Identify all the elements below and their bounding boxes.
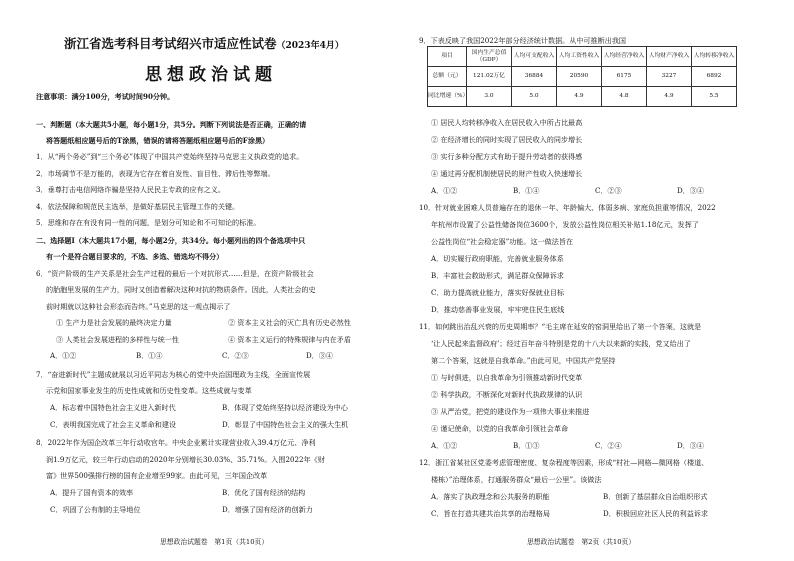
q11-option-c: C．②④ [595, 441, 622, 450]
judge-q4: 4．依法保障和规范民主选举，是做好基层民主管理工作的关键。 [36, 202, 240, 211]
table-cell: 36884 [512, 67, 557, 87]
q6-option-a: A．①② [50, 351, 77, 360]
q9-item1: ① 居民人均转移净收入在居民收入中所占比最高 [431, 118, 583, 127]
table-cell: 121.02万亿 [467, 67, 512, 87]
q9-stem: 9．下表反映了我国2022年部分经济统计数据。从中可推断出我国 [419, 36, 627, 45]
q11-option-a: A．①② [431, 441, 458, 450]
table-cell: 6175 [602, 67, 647, 87]
table-cell: 4.8 [602, 87, 647, 107]
table-cell: 5.5 [692, 87, 737, 107]
q12-option-c: C．旨在打造共建共治共享的治理格局 [431, 509, 550, 518]
q7-stem-line1: 7．“奋进新时代”主题成就展以习近平同志为核心的党中央治国理政为主线，全面宣传展 [36, 370, 311, 379]
table-header-row [428, 47, 737, 67]
table-row [428, 67, 737, 87]
q12-option-d: D．积极回应社区人民的利益诉求 [603, 509, 708, 518]
q11-stem-line3: 第二个答案，这就是自我革命。”由此可见，中国共产党坚持 [431, 356, 616, 365]
table-cell: 3.0 [467, 87, 512, 107]
q8-stem-line1: 8．2022年作为国企改革三年行动收官年。中央企业累计实现营业收入39.4万亿元、净利 [36, 438, 316, 447]
q7-option-c: C．表明我国完成了社会主义革命和建设 [50, 420, 177, 429]
table-cell: 同比增速（%） [428, 87, 467, 107]
q8-option-b: B．优化了国有经济的结构 [222, 488, 306, 497]
table-header-cell: 项目 [428, 47, 467, 67]
q10-option-a: A．切实履行政府职能，完善就业服务体系 [431, 254, 564, 263]
q10-option-c: C．助力提高就业能力，落实好保就业目标 [431, 288, 565, 297]
table-header-cell: 人均财产净收入 [647, 47, 692, 67]
q9-option-d: D．③④ [677, 186, 704, 195]
table-cell: 4.9 [557, 87, 602, 107]
q7-option-d: D．彰显了中国特色社会主义的强大生机 [222, 420, 349, 429]
exam-title-text: 浙江省选考科目考试绍兴市适应性试卷 [64, 36, 277, 51]
q8-option-a: A．提升了国有资本的效率 [50, 488, 134, 497]
section1-header-line1: 一、判断题（本大题共5小题，每小题1分，共5分。判断下列说法是否正确，正确的请 [36, 120, 307, 129]
q6-item4: ④ 资本主义运行的特殊规律与内在矛盾 [228, 335, 351, 344]
q9-item2: ② 在经济增长的同时实现了居民收入的同步增长 [431, 135, 583, 144]
q6-item2: ② 资本主义社会的灭亡具有历史必然性 [228, 318, 351, 327]
q6-item3: ③ 人类社会发展进程的多样性与统一性 [56, 335, 179, 344]
section1-header-line2: 将答题纸相应题号后的T涂黑，错误的请将答题纸相应题号后的F涂黑） [46, 136, 270, 145]
page-footer-left: 思想政治试题卷 第1页（共10页） [160, 538, 269, 546]
q11-item1: ① 与时俱进，以自我革命为引领推动新时代变革 [431, 373, 583, 382]
q6-option-d: D．③④ [306, 351, 333, 360]
q6-stem-line1: 6．“资产阶级的生产关系是社会生产过程的最后一个对抗形式……但是，在资产阶级社会 [36, 269, 314, 278]
table-header-cell: 国内生产总值（GDP） [467, 47, 512, 67]
economic-stats-table [427, 46, 737, 107]
q10-stem-line3: 公益性岗位“社会稳定器”功能。这一做法旨在 [431, 237, 574, 246]
q10-stem-line2: 年杭州市设置了公益性储备岗位3600个，发放公益性岗位相关补贴1.18亿元，发挥了 [431, 220, 699, 229]
q10-option-b: B．丰富社会救助形式，满足群众保障诉求 [431, 271, 564, 280]
q11-option-d: D．③④ [677, 441, 704, 450]
q11-stem-line1: 11．如何跳出治乱兴衰的历史周期率？“毛主席在延安的窑洞里给出了第一个答案，这就是 [419, 322, 702, 331]
q9-option-b: B．①④ [513, 186, 540, 195]
table-header-cell: 人均经营净收入 [602, 47, 647, 67]
notice: 注意事项：满分100分，考试时间90分钟。 [36, 92, 175, 101]
q9-item4: ④ 通过再分配机制使居民的财产性收入快速增长 [431, 169, 583, 178]
judge-q3: 3．垂尊打击电信网络诈骗是坚持人民民主专政的应有之义。 [36, 185, 225, 194]
section2-header-line1: 二、选择题Ⅰ（本大题共17小题，每小题2分，共34分。每小题列出的四个备选项中只 [36, 236, 306, 245]
section2-header-line2: 有一个是符合题目要求的，不选、多选、错选均不得分） [46, 252, 224, 261]
q11-stem-line2: ‘让人民起来监督政府’；经过百年奋斗特别是党的十八大以来新的实践，党又给出了 [431, 339, 691, 348]
q12-stem-line1: 12．浙江省某社区党委考虑管理密度、复杂程度等因素，形成“村社—网格—微网格（楼道、 [419, 458, 709, 467]
q11-item4: ④ 谨记使命，以党的自我革命引领社会革命 [431, 424, 569, 433]
page-footer-right: 思想政治试题卷 第2页（共10页） [527, 538, 636, 546]
q6-option-c: C．②③ [222, 351, 249, 360]
judge-q5: 5．思维和存在有没有同一性的问题，是划分可知论和不可知论的标准。 [36, 218, 261, 227]
q11-item3: ③ 从严治党，把党的建设作为一项伟大事业来推进 [431, 407, 590, 416]
q12-stem-line2: 楼栋）”治理体系，打通服务群众“最后一公里”。该做法 [431, 475, 602, 484]
q6-stem-line3: 前时期就以这种社会形态而告终。”马克思的这一观点揭示了 [46, 302, 231, 311]
q9-option-a: A．①② [431, 186, 458, 195]
right-page [397, 0, 794, 561]
q8-option-d: D．增强了国有经济的创新力 [222, 505, 313, 514]
q8-stem-line2: 润1.9万亿元，较三年行动启动的2020年分别增长30.03%、35.71%。入围2022年《财 [46, 455, 325, 464]
q6-item1: ① 生产力是社会发展的最终决定力量 [56, 318, 172, 327]
table-cell: 总额（元） [428, 67, 467, 87]
table-cell: 4.9 [647, 87, 692, 107]
q7-stem-line2: 示党和国家事业发生的历史性成就和历史性变革。这些成就与变革 [46, 386, 252, 395]
q8-stem-line3: 富》世界500强排行榜的国有企业增至99家。由此可见，三年国企改革 [46, 471, 268, 480]
q7-option-b: B．体现了党始终坚持以经济建设为中心 [222, 403, 348, 412]
exam-title [64, 34, 394, 52]
judge-q1: 1．从“两个务必”到“三个务必”体现了中国共产党始终坚持马克思主义执政党的追求。 [36, 152, 304, 161]
table-header-cell: 人均转移净收入 [692, 47, 737, 67]
q9-item3: ③ 实行多种分配方式有助于提升劳动者的获得感 [431, 152, 583, 161]
q8-option-c: C．巩固了公有制的主导地位 [50, 505, 141, 514]
table-cell: 3227 [647, 67, 692, 87]
q10-stem-line1: 10．针对就业困难人员普遍存在的退休一年、年龄偏大、体弱多病、家庭负担重等情况，2022 [419, 203, 716, 212]
q11-option-b: B．①③ [513, 441, 540, 450]
subject-title: 思想政治试题 [145, 65, 277, 85]
table-cell: 6892 [692, 67, 737, 87]
q6-option-b: B．①④ [136, 351, 163, 360]
table-cell: 5.0 [512, 87, 557, 107]
judge-q2: 2．市场调节不是万能的，表现为它存在着自发性、盲目性、滞后性等弊端。 [36, 169, 275, 178]
q11-item2: ② 科学执政，不断深化对新时代执政规律的认识 [431, 390, 583, 399]
q6-stem-line2: 的胎胞里发展的生产力，同时又创造着解决这种对抗的物质条件。因此，人类社会的史 [46, 285, 316, 294]
q7-option-a: A．标志着中国特色社会主义进入新时代 [50, 403, 176, 412]
q9-option-c: C．②③ [595, 186, 622, 195]
q10-option-d: D．推动慈善事业发展，牢牢兜住民生底线 [431, 305, 565, 314]
table-header-cell: 人均工资性收入 [557, 47, 602, 67]
q12-option-a: A．落实了执政理念和公共服务的职能 [431, 492, 550, 501]
exam-date: （2023年4月） [276, 41, 344, 51]
q12-option-b: B．创新了基层群众自治组织形式 [603, 492, 708, 501]
table-row [428, 87, 737, 107]
table-header-cell: 人均可支配收入 [512, 47, 557, 67]
table-cell: 20590 [557, 67, 602, 87]
